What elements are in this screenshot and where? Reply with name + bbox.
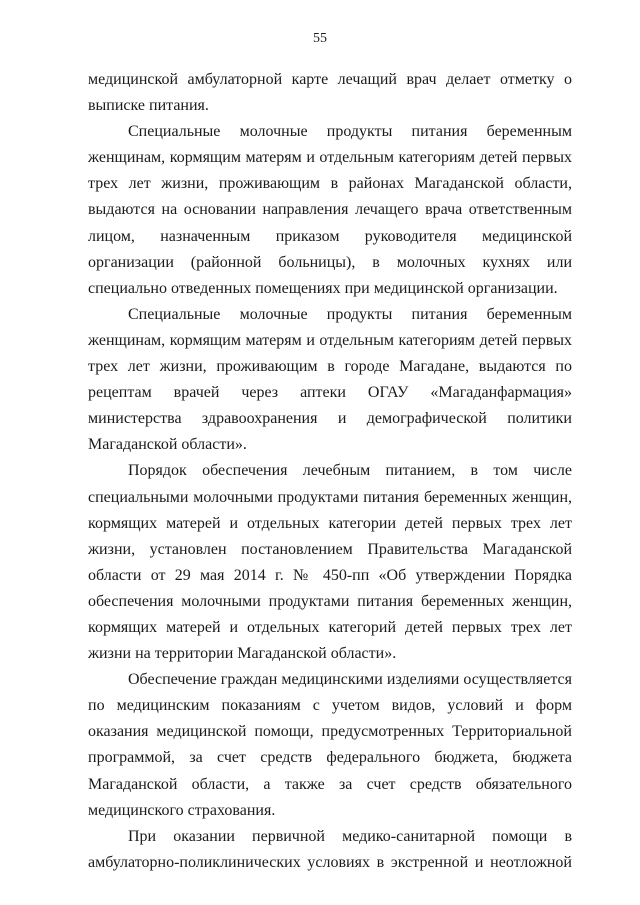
- page-number: 55: [313, 31, 327, 46]
- document-body: [88, 67, 572, 876]
- paragraph-continuation: медицинской амбулаторной карте лечащий врач делает отметку о выписке питания.: [88, 71, 572, 115]
- paragraph-milk-products-regions: Специальные молочные продукты питания беременным женщинам, кормящим матерям и отдельным категориям детей первых трех лет жизни, проживающим в районах Магаданской области, выдаются на основании направления лечащего врача ответственным лицом, назначенным приказом руководителя медицинской организации (районной больницы), в молочных кухнях или специально отведенных помещениях при медицинской организации.: [88, 123, 572, 297]
- paragraph-medical-devices: Обеспечение граждан медицинскими изделиями осуществляется по медицинским показаниям с учетом видов, условий и форм оказания медицинской помощи, предусмотренных Территориальной программой, за счет средств федерального бюджета, бюджета Магаданской области, а также за счет средств обязательного медицинского страхования.: [88, 671, 572, 819]
- paragraph-milk-products-magadan: Специальные молочные продукты питания беременным женщинам, кормящим матерям и отдельным категориям детей первых трех лет жизни, проживающим в городе Магадане, выдаются по рецептам врачей через аптеки ОГАУ «Магаданфармация» министерства здравоохранения и демографической политики Магаданской области».: [88, 305, 572, 454]
- paragraph-nutrition-order: Порядок обеспечения лечебным питанием, в том числе специальными молочными продуктами питания беременных женщин, кормящих матерей и отдельных категории детей первых трех лет жизни, установлен постановлением Правительства Магаданской области от 29 мая 2014 г. № 450-пп «Об утверждении Порядка обеспечения молочными продуктами питания беременных женщин, кормящих матерей и отдельных категорий детей первых трех лет жизни на территории Магаданской области».: [88, 462, 572, 663]
- paragraph-primary-care: При оказании первичной медико-санитарной помощи в амбулаторно-поликлинических условиях в экстренной и неотложной: [88, 827, 572, 871]
